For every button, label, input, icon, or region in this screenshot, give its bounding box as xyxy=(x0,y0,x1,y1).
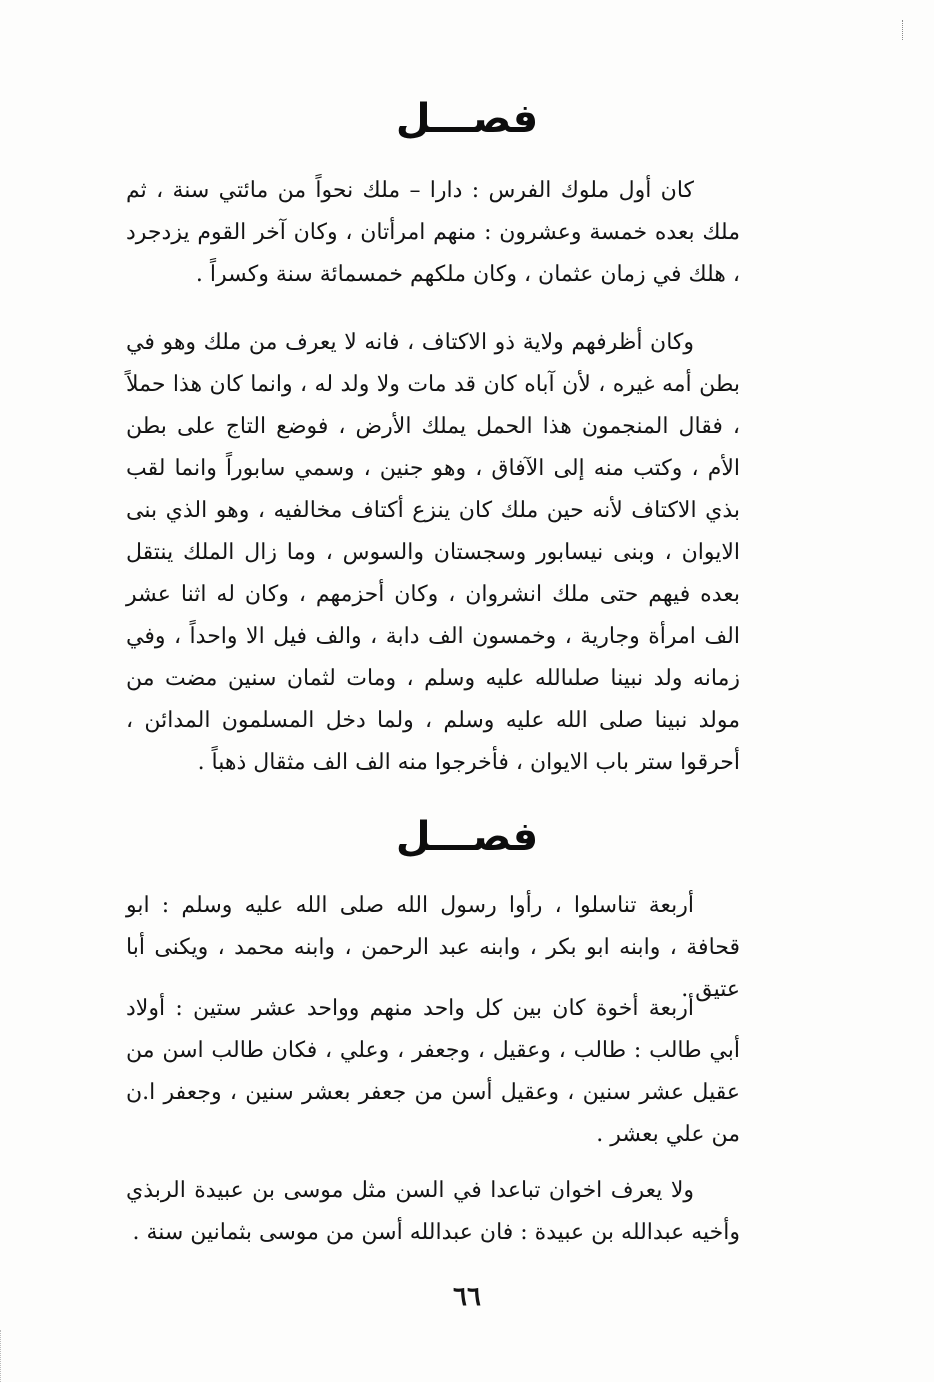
paragraph-persian-kings: كان أول ملوك الفرس : دارا – ملك نحواً من مائتي سنة ، ثم ملك بعده خمسة وعشرون : منهم امرأتان ، وكان آخر القوم يزدجرد ، هلك في زمان عثمان ، وكان ملكهم خمسمائة سنة وكسراً . xyxy=(126,178,740,287)
page-number: ٦٦ xyxy=(453,1282,481,1312)
paragraph-two-brothers: ولا يعرف اخوان تباعدا في السن مثل موسى بن عبيدة الربذي وأخيه عبدالله بن عبيدة : فان عبدالله أسن من موسى بثمانين سنة . xyxy=(126,1178,740,1245)
paragraph-four-generations: أربعة تناسلوا ، رأوا رسول الله صلى الله عليه وسلم : ابو قحافة ، وابنه ابو بكر ، وابنه عبد الرحمن ، وابنه محمد ، ويكنى أبا عتيق . xyxy=(126,893,740,1002)
paragraph-four-brothers: أربعة أخوة كان بين كل واحد منهم وواحد عشر ستين : أولاد أبي طالب : طالب ، وعقيل ، وجعفر ، وعلي ، فكان طالب اسن من عقيل عشر سنين ، وعقيل أسن من جعفر بعشر سنين ، وجعفر ا.ن من علي بعشر . xyxy=(126,996,740,1147)
paragraph-dhu-al-aktaf: وكان أظرفهم ولاية ذو الاكتاف ، فانه لا يعرف من ملك وهو في بطن أمه غيره ، لأن آباه كان قد مات ولا ولد له ، وانما كان هذا حملاً ، فقال المنجمون هذا الحمل يملك الأرض ، فوضع التاج على بطن الأم ، وكتب منه إلى الآفاق ، وهو جنين ، وسمي سابوراً وانما لقب بذي الاكتاف لأنه حين ملك كان ينزع أكتاف مخالفيه ، وهو الذي بنى الايوان ، وبنى نيسابور وسجستان والسوس ، وما زال الملك ينتقل بعده فيهم حتى ملك انشروان ، وكان أحزمهم ، وكان له اثنا عشر الف امرأة وجارية ، وخمسون الف دابة ، والف فيل الا واحداً ، وفي زمانه ولد نبينا صلىالله عليه وسلم ، ومات لثمان سنين مضت من مولد نبينا صلى الله عليه وسلم ، ولما دخل المسلمون المدائن ، أحرقوا ستر باب الايوان ، فأخرجوا منه الف الف مثقال ذهباً . xyxy=(126,330,740,775)
scan-edge xyxy=(0,1330,9,1382)
margin-mark xyxy=(902,20,905,40)
section-heading-1: فصـــل xyxy=(395,96,539,142)
section-heading-2: فصـــل xyxy=(395,814,539,860)
